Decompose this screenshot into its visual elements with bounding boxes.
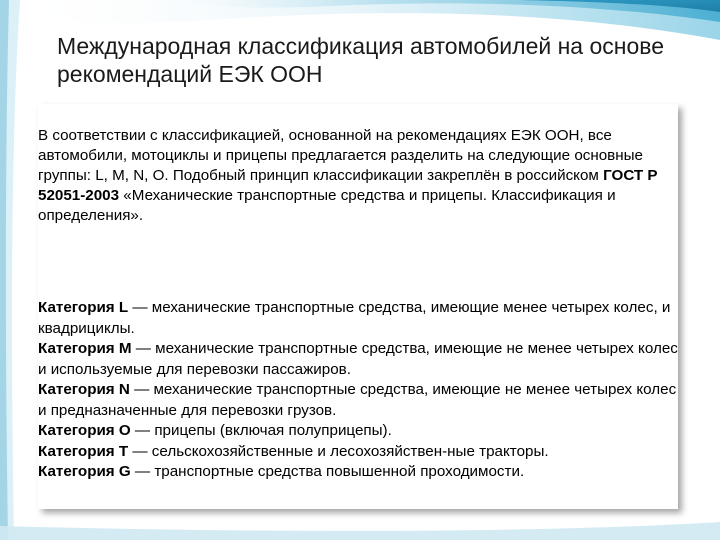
category-item-t — [38, 442, 678, 463]
category-item-l — [38, 298, 678, 339]
category-item-m — [38, 339, 678, 380]
category-label: Категория T — [38, 442, 129, 460]
category-item-g — [38, 462, 678, 483]
intro-text-after: «Механические транспортные средства и прицепы. Классификация и определения». — [38, 187, 616, 224]
gost-reference: ГОСТ Р 52051‑2003 — [38, 167, 658, 204]
category-text: — прицепы (включая полуприцепы). — [130, 422, 392, 439]
category-text: — сельскохозяйственные и лесохозяйствен-ные тракторы. — [128, 442, 549, 460]
category-text: — механические транспортные средства, имеющие не менее четырех колес и предназначенные для перевозки грузов. — [38, 381, 677, 419]
category-label: Категория M — [38, 340, 132, 357]
intro-text-before: В соответствии с классификацией, основанной на рекомендациях ЕЭК ООН, все автомобили, мотоциклы и прицепы предлагается разделить на следующие основные группы: L, M, N, O. Подобный принцип классификации закреплён в российском — [38, 127, 644, 184]
category-item-o — [38, 421, 678, 442]
category-text: — механические транспортные средства, имеющие менее четырех колес, и квадрициклы. — [38, 299, 671, 337]
category-label: Категория O — [38, 422, 131, 439]
category-list — [38, 298, 678, 483]
intro-paragraph — [38, 126, 678, 226]
category-text: — транспортные средства повышенной проходимости. — [130, 463, 525, 480]
content-box — [38, 104, 678, 509]
category-label: Категория L — [38, 299, 129, 316]
slide-title: Международная классификация автомобилей на основе рекомендаций ЕЭК ООН — [57, 33, 665, 87]
category-label: Категория N — [38, 381, 130, 398]
category-label: Категория G — [38, 463, 131, 480]
category-item-n — [38, 380, 678, 421]
category-text: — механические транспортные средства, имеющие не менее четырех колес и используемые для перевозки пассажиров. — [38, 340, 678, 378]
